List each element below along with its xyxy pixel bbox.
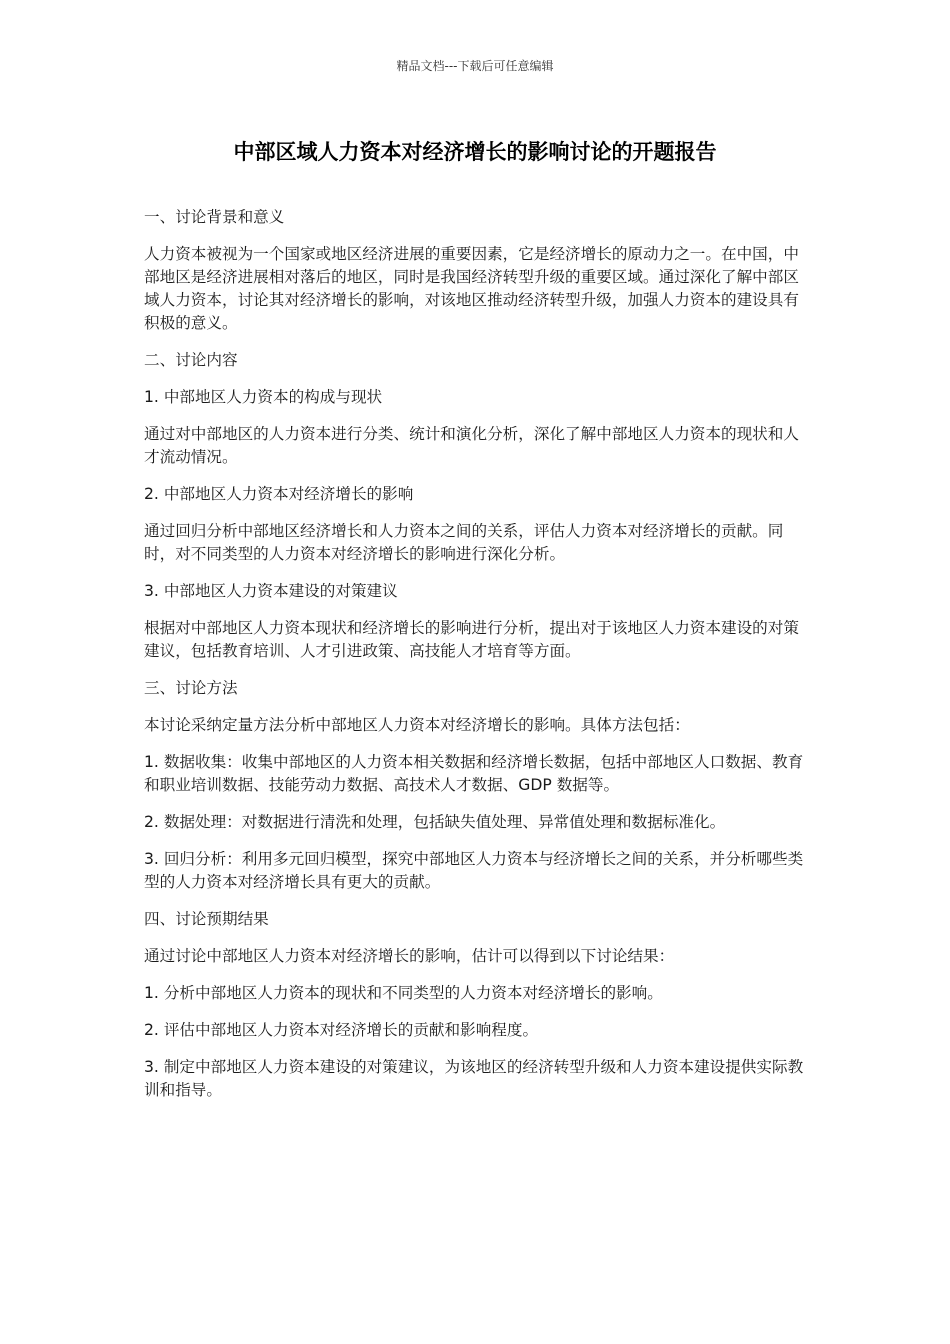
section-heading-background: 一、讨论背景和意义 (144, 208, 285, 226)
paragraph-recommendations: 根据对中部地区人力资本现状和经济增长的影响进行分析，提出对于该地区人力资本建设的对策建议，包括教育培训、人才引进政策、高技能人才培育等方面。 (144, 619, 799, 660)
list-item-data-processing: 2. 数据处理：对数据进行清洗和处理，包括缺失值处理、异常值处理和数据标准化。 (144, 813, 726, 831)
section-heading-content: 二、讨论内容 (144, 351, 238, 369)
paragraph-impact: 通过回归分析中部地区经济增长和人力资本之间的关系，评估人力资本对经济增长的贡献。同时，对不同类型的人力资本对经济增长的影响进行深化分析。 (144, 522, 784, 563)
paragraph-methods-intro: 本讨论采纳定量方法分析中部地区人力资本对经济增长的影响。具体方法包括： (144, 716, 690, 734)
subheading-recommendations: 3. 中部地区人力资本建设的对策建议 (144, 582, 398, 600)
paragraph-composition: 通过对中部地区的人力资本进行分类、统计和演化分析，深化了解中部地区人力资本的现状和人才流动情况。 (144, 425, 799, 466)
document-title: 中部区域人力资本对经济增长的影响讨论的开题报告 (233, 140, 717, 164)
page-header: 精品文档---下载后可任意编辑 (396, 59, 554, 73)
list-item-regression: 3. 回归分析：利用多元回归模型，探究中部地区人力资本与经济增长之间的关系，并分析哪些类型的人力资本对经济增长具有更大的贡献。 (144, 850, 804, 891)
subheading-impact: 2. 中部地区人力资本对经济增长的影响 (144, 485, 414, 503)
list-item-result-1: 1. 分析中部地区人力资本的现状和不同类型的人力资本对经济增长的影响。 (144, 984, 663, 1002)
document-body (144, 206, 806, 1116)
list-item-result-3: 3. 制定中部地区人力资本建设的对策建议，为该地区的经济转型升级和人力资本建设提供实际教训和指导。 (144, 1058, 804, 1099)
paragraph-background: 人力资本被视为一个国家或地区经济进展的重要因素，它是经济增长的原动力之一。在中国，中部地区是经济进展相对落后的地区，同时是我国经济转型升级的重要区域。通过深化了解中部区域人力资本，讨论其对经济增长的影响，对该地区推动经济转型升级，加强人力资本的建设具有积极的意义。 (144, 245, 799, 332)
section-heading-expected-results: 四、讨论预期结果 (144, 910, 269, 928)
list-item-result-2: 2. 评估中部地区人力资本对经济增长的贡献和影响程度。 (144, 1021, 539, 1039)
list-item-data-collection: 1. 数据收集：收集中部地区的人力资本相关数据和经济增长数据，包括中部地区人口数据、教育和职业培训数据、技能劳动力数据、高技术人才数据、GDP 数据等。 (144, 753, 804, 794)
subheading-composition: 1. 中部地区人力资本的构成与现状 (144, 388, 383, 406)
paragraph-results-intro: 通过讨论中部地区人力资本对经济增长的影响，估计可以得到以下讨论结果： (144, 947, 675, 965)
section-heading-methods: 三、讨论方法 (144, 679, 238, 697)
